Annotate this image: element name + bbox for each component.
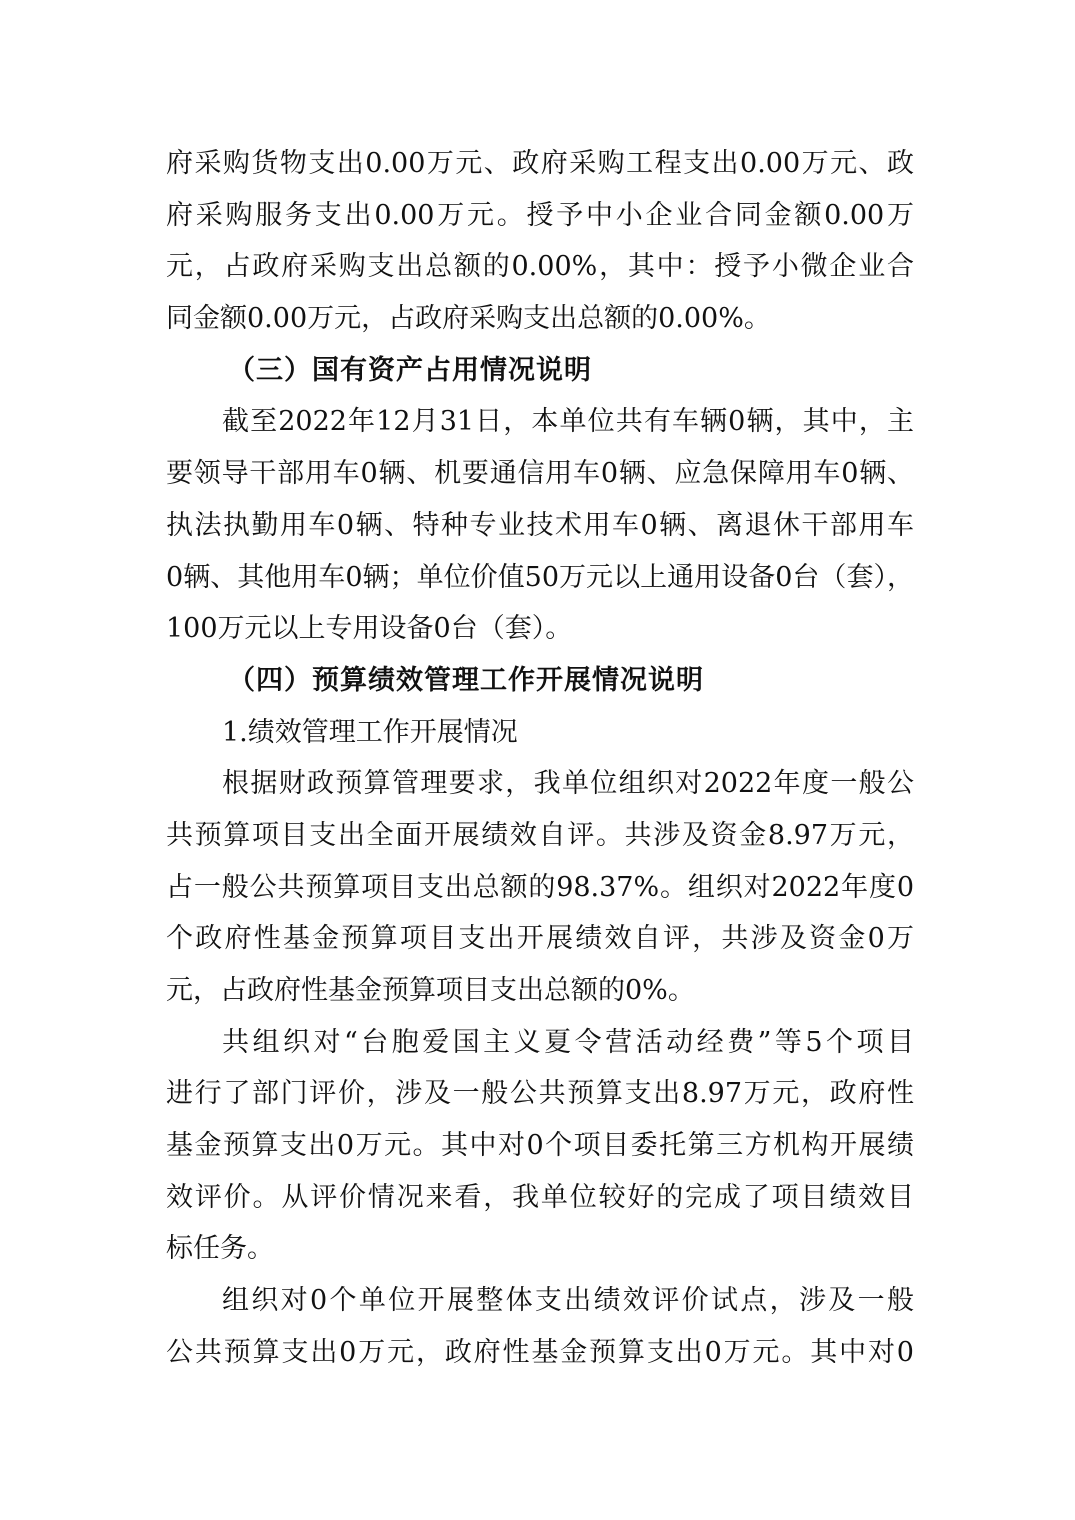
paragraph-line: 截至2022年12月31日，本单位共有车辆0辆，其中，主 bbox=[222, 406, 914, 438]
paragraph-line: 基金预算支出0万元。其中对0个项目委托第三方机构开展绩 bbox=[166, 1130, 914, 1162]
section-heading-assets: （三）国有资产占用情况说明 bbox=[228, 354, 592, 386]
paragraph-line: 标任务。 bbox=[166, 1233, 274, 1265]
paragraph-line: 个政府性基金预算项目支出开展绩效自评，共涉及资金0万 bbox=[166, 923, 914, 955]
paragraph-line: 进行了部门评价，涉及一般公共预算支出8.97万元，政府性 bbox=[166, 1078, 914, 1110]
paragraph-line: 占一般公共预算项目支出总额的98.37%。组织对2022年度0 bbox=[166, 871, 914, 903]
paragraph-line: 0辆、其他用车0辆；单位价值50万元以上通用设备0台（套）， bbox=[166, 561, 914, 593]
paragraph-line: 府采购货物支出0.00万元、政府采购工程支出0.00万元、政 bbox=[166, 148, 914, 179]
paragraph-line: 执法执勤用车0辆、特种专业技术用车0辆、离退休干部用车 bbox=[166, 509, 914, 541]
paragraph-line: 100万元以上专用设备0台（套）。 bbox=[166, 613, 573, 645]
paragraph-line: 根据财政预算管理要求，我单位组织对2022年度一般公 bbox=[222, 768, 914, 800]
paragraph-line: 公共预算支出0万元，政府性基金预算支出0万元。其中对0 bbox=[166, 1336, 914, 1368]
paragraph-line: 府采购服务支出0.00万元。授予中小企业合同金额0.00万 bbox=[166, 199, 914, 231]
paragraph-line: 共组织对“台胞爱国主义夏令营活动经费”等5个项目 bbox=[222, 1026, 914, 1058]
paragraph-line: 要领导干部用车0辆、机要通信用车0辆、应急保障用车0辆、 bbox=[166, 458, 914, 490]
paragraph-line: 元，占政府采购支出总额的0.00%，其中：授予小微企业合 bbox=[166, 251, 914, 283]
section-heading-performance: （四）预算绩效管理工作开展情况说明 bbox=[228, 664, 704, 696]
paragraph-line: 元，占政府性基金预算项目支出总额的0%。 bbox=[166, 975, 695, 1006]
paragraph-line: 同金额0.00万元，占政府采购支出总额的0.00%。 bbox=[166, 303, 771, 335]
paragraph-line: 效评价。从评价情况来看，我单位较好的完成了项目绩效目 bbox=[166, 1181, 914, 1213]
paragraph-line: 共预算项目支出全面开展绩效自评。共涉及资金8.97万元， bbox=[166, 819, 914, 851]
paragraph-line: 组织对0个单位开展整体支出绩效评价试点，涉及一般 bbox=[222, 1285, 914, 1317]
document-page bbox=[166, 138, 914, 1379]
subsection-heading: 1.绩效管理工作开展情况 bbox=[222, 716, 518, 748]
